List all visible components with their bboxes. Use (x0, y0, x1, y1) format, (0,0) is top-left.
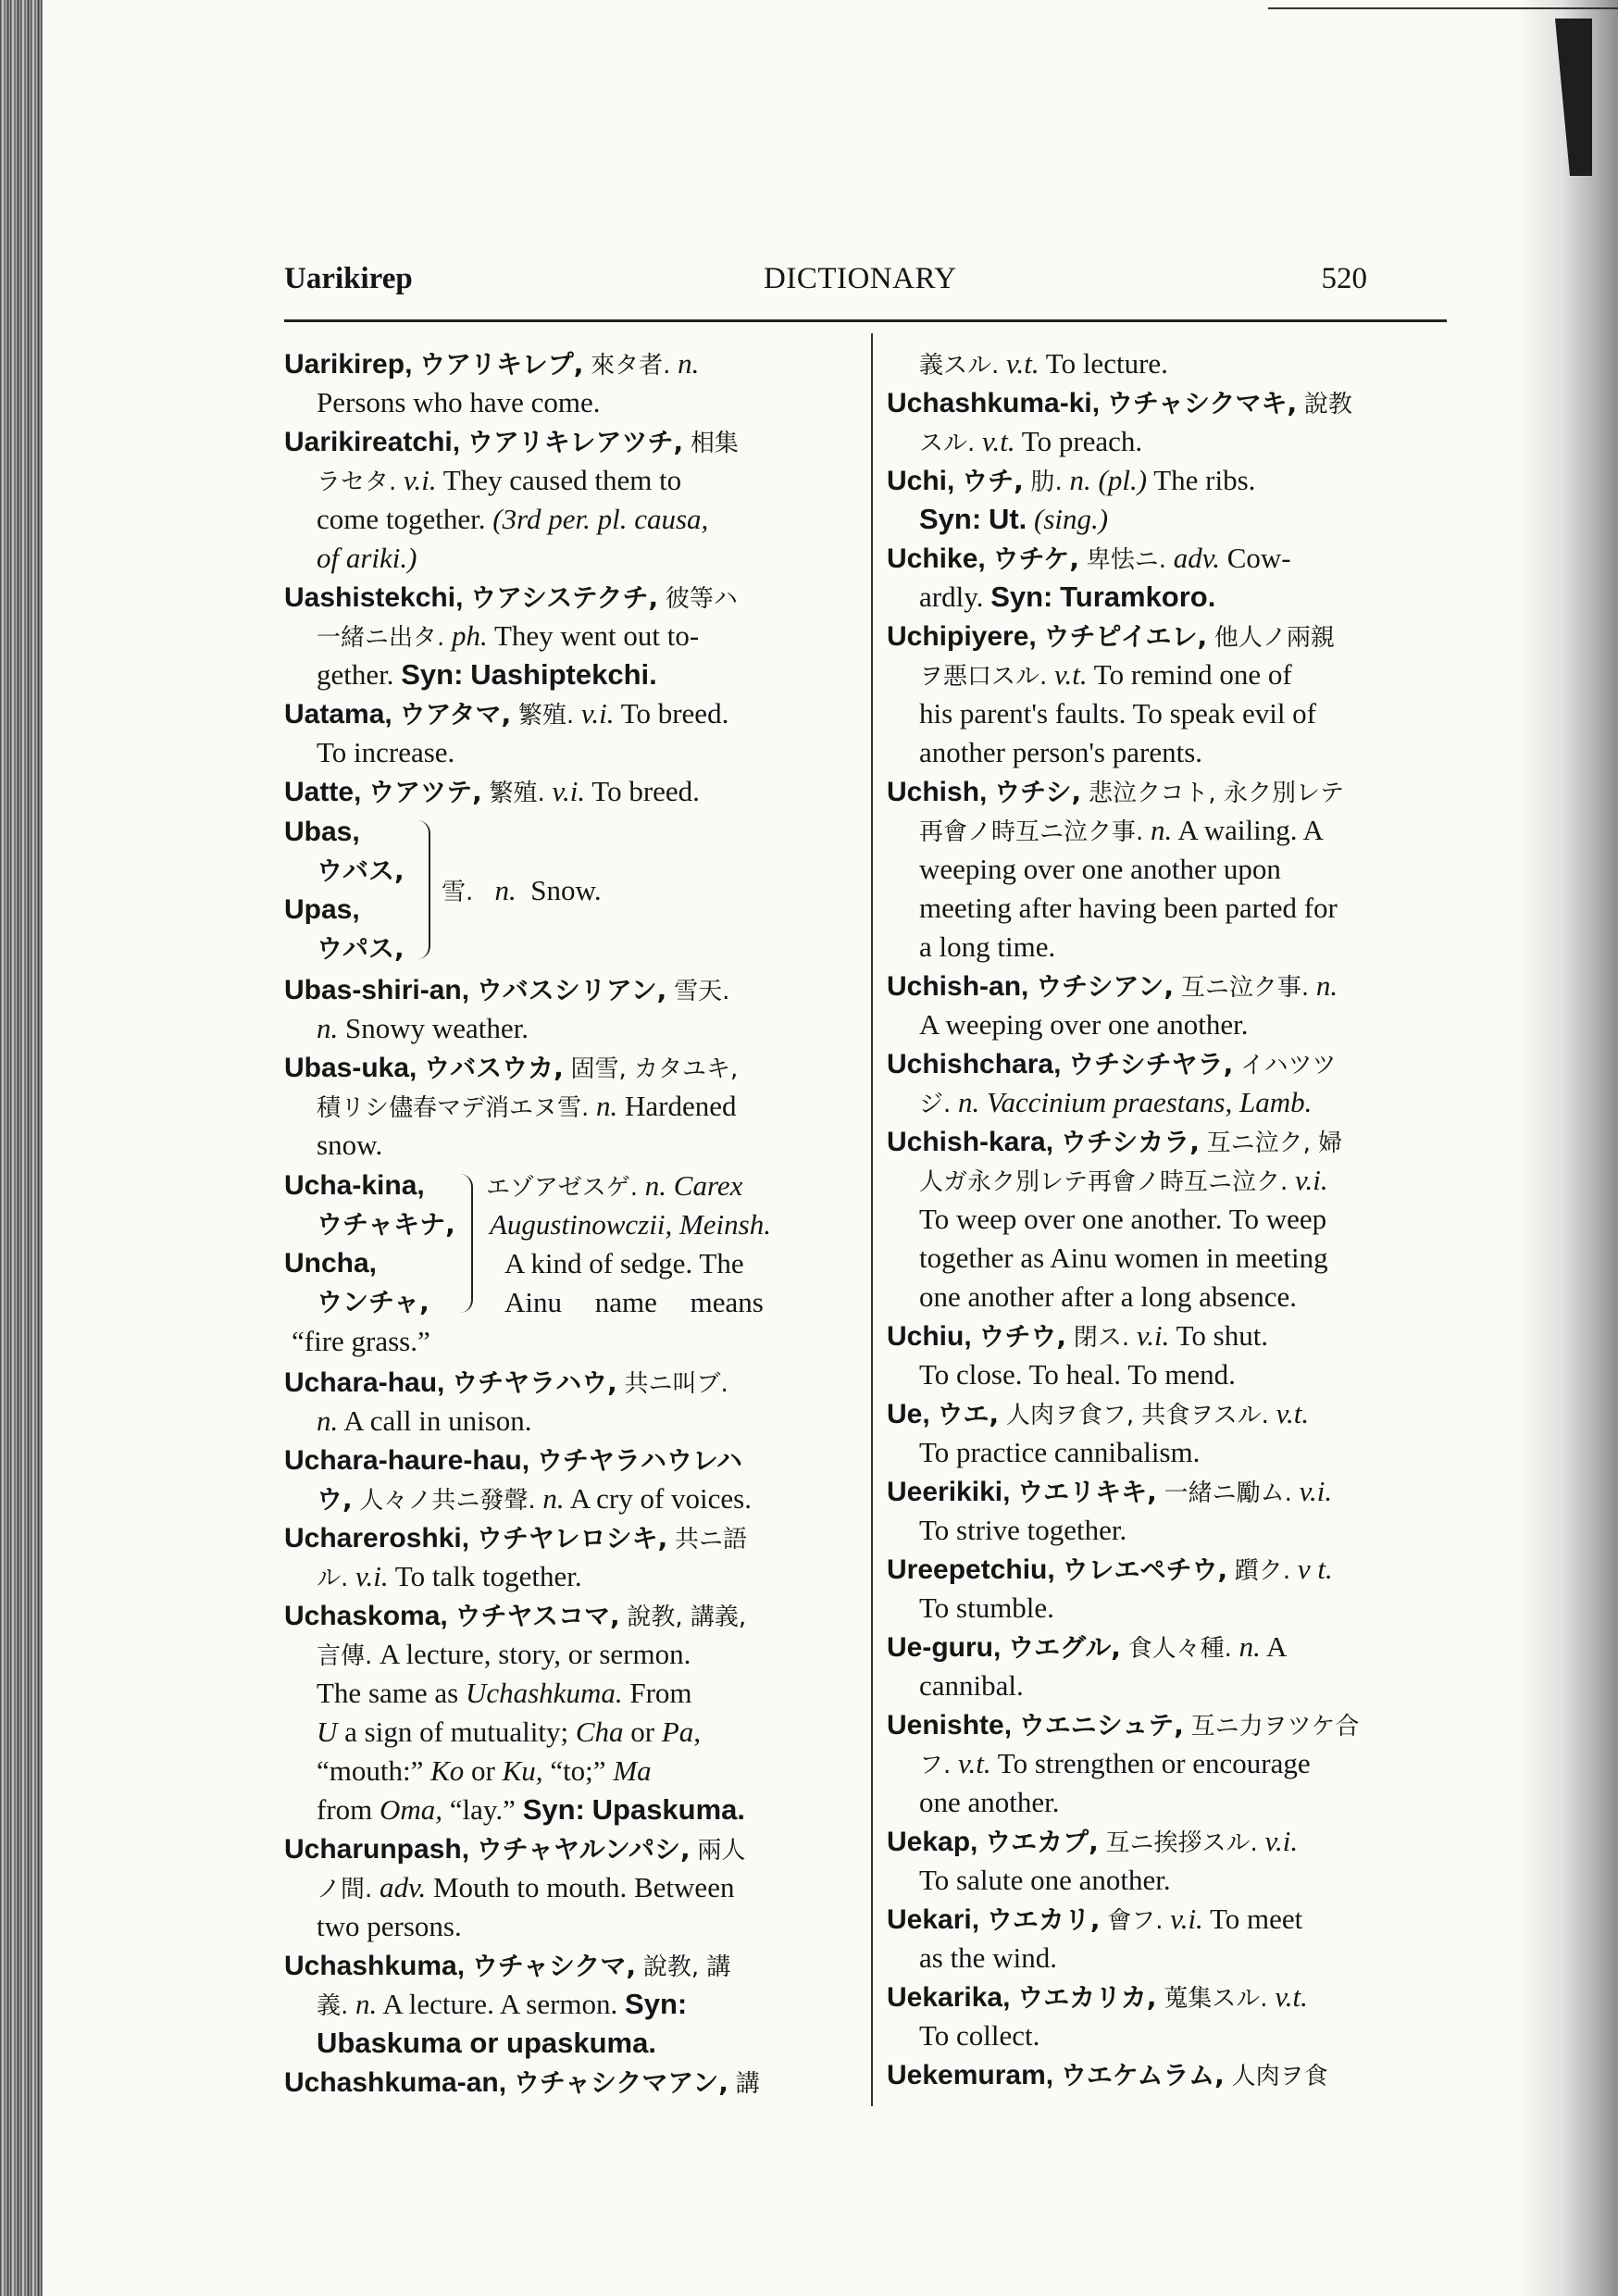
kanji-gloss: ラセタ. (317, 468, 397, 496)
part-of-speech: v.t. (1276, 1397, 1310, 1429)
entry-uatama (284, 694, 858, 772)
katakana: ウエカリカ, (1017, 1982, 1157, 2013)
entry-uarikirep (284, 344, 858, 422)
brace (458, 1174, 473, 1313)
entry-ue (887, 1394, 1456, 1472)
entry-uekari (887, 1900, 1456, 1978)
definition: gether. (317, 658, 394, 691)
synonym-label: Syn: (522, 1793, 585, 1826)
definition: or (630, 1716, 655, 1748)
katakana: ウチ, (962, 466, 1024, 496)
kanji-gloss: 說教, 講義, (627, 1603, 747, 1631)
part-of-speech: v.i. (580, 697, 615, 730)
katakana: ウバスウカ, (424, 1053, 564, 1083)
grammar-note: (sing.) (1034, 503, 1109, 535)
part-of-speech: n. (1151, 814, 1173, 846)
part-of-speech: n. (1069, 464, 1091, 496)
page-number: 520 (1321, 262, 1367, 295)
synonym: Ut. (988, 503, 1027, 535)
headword: Ue, (887, 1399, 930, 1429)
kanji-gloss: 義. (317, 1992, 349, 2020)
right-column (887, 344, 1456, 2094)
kanji-gloss: 繁殖. (489, 780, 545, 807)
headword: Uatte, (284, 777, 362, 807)
definition: two persons. (317, 1910, 462, 1942)
part-of-speech: n. (1315, 969, 1338, 1002)
definition: Hardened (625, 1090, 737, 1122)
headword: Uchike, (887, 543, 986, 574)
part-of-speech: v.i. (355, 1560, 389, 1592)
synonym: Ubaskuma or upaskuma. (317, 2027, 656, 2059)
entry-ubas-upas (284, 813, 858, 968)
headword: Ubas-shiri-an, (284, 975, 470, 1005)
headword: Uchipiyere, (887, 621, 1037, 652)
definition: A weeping over one another. (919, 1008, 1249, 1041)
column-divider (871, 333, 873, 2106)
scan-edge-left (0, 0, 43, 2296)
entry-uchiu (887, 1316, 1456, 1394)
synonym-label: Syn: (401, 658, 464, 691)
definition: A lecture. A sermon. (382, 1988, 618, 2020)
definition: weeping over one another upon (919, 853, 1281, 885)
kanji-gloss: 互ニ泣ク, 婦 (1206, 1129, 1343, 1157)
definition: A kind of sedge. The (504, 1247, 744, 1279)
kanji-gloss: ル. (317, 1565, 349, 1592)
entry-uchi (887, 461, 1456, 539)
grammar-note: of ariki.) (317, 542, 417, 574)
definition: a sign of mutuality; (344, 1716, 569, 1748)
definition: his parent's faults. To speak evil of (919, 697, 1317, 730)
definition: one another. (919, 1786, 1060, 1818)
entry-uekarika (887, 1978, 1456, 2055)
part-of-speech: v.i. (1136, 1319, 1170, 1352)
left-column (284, 344, 858, 2102)
definition: Snow. (530, 874, 602, 906)
entry-uchareroshki (284, 1518, 858, 1596)
katakana: ウアリキレアツチ, (467, 427, 684, 457)
kanji-gloss: ノ間. (317, 1876, 373, 1903)
header-rule (284, 319, 1447, 322)
katakana: ウチシチヤラ, (1068, 1049, 1234, 1079)
guide-word: Uarikirep (284, 262, 413, 295)
part-of-speech: n. (317, 1012, 339, 1044)
entry-uarikireatchi (284, 422, 858, 578)
headword: Ucha-kina, (284, 1170, 425, 1201)
part-of-speech: v t. (1297, 1553, 1333, 1585)
definition: “lay.” (449, 1793, 516, 1826)
etymology-term: Cha (575, 1716, 624, 1748)
headword: Uchara-hau, (284, 1367, 445, 1398)
headword: Upas, (284, 894, 360, 925)
kanji-gloss: 說教 (1303, 391, 1352, 418)
kanji-gloss: 他人ノ兩親 (1214, 624, 1335, 652)
kanji-gloss: フ. (919, 1752, 952, 1779)
part-of-speech: n. (644, 1169, 667, 1202)
kanji-gloss: 共ニ叫ブ. (624, 1370, 728, 1398)
headword: Uchish, (887, 777, 988, 807)
definition: To strive together. (919, 1514, 1127, 1546)
entry-ubas-uka (284, 1048, 858, 1165)
part-of-speech: adv. (380, 1871, 427, 1903)
kanji-gloss: 彼等ハ (665, 585, 738, 613)
kanji-gloss: 悲泣クコト, 永ク別レテ (1088, 780, 1344, 807)
cross-reference: Uchashkuma. (465, 1677, 623, 1709)
kanji-gloss: ヲ悪口スル. (919, 663, 1048, 691)
definition: To collect. (919, 2019, 1040, 2052)
entry-uekap (887, 1822, 1456, 1900)
definition: A cry of voices. (569, 1482, 752, 1515)
entry-uchike (887, 539, 1456, 617)
katakana: ウチシ, (994, 777, 1082, 807)
definition: To increase. (317, 736, 455, 768)
katakana: ウアタマ, (399, 699, 512, 730)
headword: Uekap, (887, 1827, 978, 1857)
part-of-speech: v.i. (1264, 1825, 1299, 1857)
entry-uchish (887, 772, 1456, 967)
headword: Uchish-an, (887, 971, 1029, 1002)
entry-uchish-kara (887, 1122, 1456, 1316)
definition: “to;” (550, 1754, 606, 1787)
kanji-gloss: 來タ者. (591, 352, 671, 380)
definition: Persons who have come. (317, 386, 601, 418)
entry-uatte (284, 772, 858, 811)
katakana: ウパス, (317, 933, 404, 964)
katakana: ウエカリ, (986, 1904, 1101, 1935)
katakana: ウバス, (317, 855, 404, 886)
definition: snow. (317, 1129, 383, 1161)
katakana: ウチシアン, (1036, 971, 1175, 1002)
entry-uchaskoma (284, 1596, 858, 1829)
kanji-gloss: スル. (919, 430, 976, 457)
katakana: ウアシステクチ, (470, 582, 659, 613)
etymology-term: Ku, (502, 1754, 543, 1787)
scientific-name: Vaccinium praestans, Lamb. (987, 1086, 1313, 1118)
definition: To breed. (620, 697, 729, 730)
definition: cannibal. (919, 1669, 1024, 1702)
definition: To meet (1210, 1903, 1303, 1935)
grammar-note: (pl.) (1098, 464, 1148, 496)
headword: Uekemuram, (887, 2060, 1054, 2090)
headword: Ucharunpash, (284, 1834, 470, 1865)
definition: To shut. (1176, 1319, 1269, 1352)
part-of-speech: v.i. (1295, 1164, 1328, 1196)
synonym: Uashiptekchi. (470, 658, 657, 691)
part-of-speech: v.t. (982, 425, 1015, 457)
katakana: ウエリキキ, (1017, 1477, 1157, 1507)
etymology-term: U (317, 1716, 338, 1748)
headword: Uchaskoma, (284, 1601, 448, 1631)
definition: They caused them to (442, 464, 682, 496)
grammar-note: (3rd per. pl. causa, (492, 503, 709, 535)
entry-ucha-kina-uncha (284, 1167, 858, 1361)
definition: from (317, 1793, 373, 1826)
scan-top-rule (1268, 7, 1618, 9)
kanji-gloss: 共ニ語 (674, 1526, 747, 1554)
headword: Ue-guru, (887, 1632, 1002, 1663)
kanji-gloss: 義スル. (919, 352, 1000, 380)
kanji-gloss: 卑怯ニ. (1086, 546, 1167, 574)
part-of-speech: v.t. (1054, 658, 1088, 691)
headword: Uatama, (284, 699, 392, 730)
entry-uekemuram (887, 2055, 1456, 2094)
definition: To weep over one another. To weep (919, 1203, 1327, 1235)
definition: another person's parents. (919, 736, 1203, 768)
kanji-gloss: 兩人 (697, 1837, 746, 1865)
katakana: ウチヤスコマ, (454, 1601, 620, 1631)
part-of-speech: v.t. (1275, 1980, 1308, 2013)
headword: Uchara-haure-hau, (284, 1445, 530, 1476)
kanji-gloss: ジ. (919, 1091, 952, 1118)
definition: together as Ainu women in meeting (919, 1242, 1328, 1274)
kanji-gloss: 說教, 講 (642, 1953, 731, 1981)
part-of-speech: v.i. (404, 464, 437, 496)
katakana: ウチヤラハウ, (452, 1367, 617, 1398)
scientific-name: Augustinowczii, Meinsh. (490, 1208, 771, 1241)
scan-edge-right (1516, 0, 1618, 2296)
part-of-speech: n. (542, 1482, 565, 1515)
headword: Ubas-uka, (284, 1053, 417, 1083)
definition: To close. To heal. To mend. (919, 1358, 1236, 1391)
katakana: ウチケ, (992, 543, 1079, 574)
definition: as the wind. (919, 1941, 1057, 1974)
kanji-gloss: 人肉ヲ食フ, 共食ヲスル. (1005, 1402, 1269, 1429)
entry-uchara-haure-hau (284, 1441, 858, 1518)
headword: Uchishchara, (887, 1049, 1062, 1079)
entry-continued (887, 344, 1456, 383)
entry-uchashkuma-ki (887, 383, 1456, 461)
definition: come together. (317, 503, 486, 535)
entry-ubas-shiri-an (284, 970, 858, 1048)
running-header (284, 262, 1423, 305)
definition: ardly. (919, 580, 984, 613)
katakana: ウエグル, (1008, 1632, 1121, 1663)
definition: The same as (317, 1677, 459, 1709)
part-of-speech: v.i. (1299, 1475, 1333, 1507)
part-of-speech: n. (958, 1086, 980, 1118)
definition: a long time. (919, 930, 1056, 963)
katakana: ウ, (317, 1484, 353, 1515)
part-of-speech: v.i. (1170, 1903, 1203, 1935)
kanji-gloss: 會フ. (1107, 1907, 1164, 1935)
kanji-gloss: 閉ス. (1073, 1324, 1130, 1352)
definition: The ribs. (1153, 464, 1256, 496)
definition: A wailing. A (1177, 814, 1324, 846)
kanji-gloss: 人ガ永ク別レテ再會ノ時互ニ泣ク. (919, 1168, 1288, 1196)
headword: Uchish-kara, (887, 1127, 1054, 1157)
entry-ucharunpash (284, 1829, 858, 1946)
katakana: ウレエペチウ, (1062, 1554, 1228, 1585)
part-of-speech: n. (596, 1090, 618, 1122)
definition: They went out to- (493, 619, 700, 652)
entry-uchara-hau (284, 1363, 858, 1441)
definition: To remind one of (1093, 658, 1292, 691)
definition: Mouth to mouth. Between (432, 1871, 735, 1903)
definition: A call in unison. (343, 1404, 532, 1437)
headword: Uchashkuma-ki, (887, 388, 1101, 418)
part-of-speech: v.i. (552, 775, 586, 807)
headword: Ureepetchiu, (887, 1554, 1055, 1585)
definition: To practice cannibalism. (919, 1436, 1201, 1468)
kanji-gloss: 互ニ泣ク事. (1180, 974, 1310, 1002)
katakana: ウチヤラハウレハ (536, 1445, 742, 1476)
part-of-speech: v.t. (958, 1747, 991, 1779)
kanji-gloss: 躓ク. (1234, 1557, 1291, 1585)
definition: To lecture. (1045, 347, 1168, 380)
part-of-speech: v.t. (1006, 347, 1039, 380)
definition: Ainu name means (504, 1286, 764, 1318)
definition: A lecture, story, or sermon. (380, 1638, 691, 1670)
kanji-gloss: 講 (735, 2070, 760, 2098)
kanji-gloss: 繁殖. (517, 702, 575, 730)
brace (416, 820, 430, 959)
headword: Uekarika, (887, 1982, 1011, 2013)
definition: From (629, 1677, 692, 1709)
kanji-gloss: 食人々種. (1127, 1635, 1232, 1663)
part-of-speech: n. (355, 1988, 378, 2020)
katakana: ウアツテ, (368, 777, 482, 807)
etymology-term: Pa, (661, 1716, 702, 1748)
synonym-label: Syn: (625, 1988, 688, 2020)
definition: To salute one another. (919, 1864, 1171, 1896)
headword: Ueerikiki, (887, 1477, 1011, 1507)
headword: Uarikireatchi, (284, 427, 461, 457)
kanji-gloss: 積リシ儘春マデ消エヌ雪. (317, 1094, 590, 1122)
headword: Uekari, (887, 1904, 980, 1935)
katakana: ウチャキナ, (317, 1209, 455, 1240)
definition: Cow- (1226, 542, 1291, 574)
entry-uenishte (887, 1705, 1456, 1822)
kanji-gloss: 一緒ニ勵ム. (1164, 1479, 1292, 1507)
entry-uchishchara (887, 1044, 1456, 1122)
etymology-term: Oma, (380, 1793, 443, 1826)
kanji-gloss: 一緒ニ出タ. (317, 624, 445, 652)
headword: Uncha, (284, 1248, 378, 1279)
katakana: ウバスシリアン, (476, 975, 667, 1005)
definition: To strengthen or encourage (997, 1747, 1311, 1779)
definition: To talk together. (394, 1560, 582, 1592)
kanji-gloss: イハツツ (1240, 1052, 1337, 1079)
part-of-speech: n. (1238, 1630, 1261, 1663)
etymology-term: Ma (613, 1754, 652, 1787)
definition: Snowy weather. (345, 1012, 529, 1044)
headword: Uchashkuma-an, (284, 2067, 507, 2098)
katakana: ウチャヤルンパシ, (476, 1834, 691, 1865)
entry-uchish-an (887, 967, 1456, 1044)
headword: Uchi, (887, 466, 955, 496)
part-of-speech: ph. (452, 619, 488, 652)
kanji-gloss: エゾアゼスゲ. (486, 1174, 639, 1202)
definition: To preach. (1021, 425, 1143, 457)
kanji-gloss: 人肉ヲ食 (1231, 2063, 1328, 2090)
synonym: Upaskuma. (591, 1793, 746, 1826)
entry-uashistekchi (284, 578, 858, 694)
katakana: ウチシカラ, (1060, 1127, 1200, 1157)
definition: or (471, 1754, 495, 1787)
katakana: ウチャシクマキ, (1106, 388, 1298, 418)
katakana: ウンチャ, (317, 1287, 429, 1317)
headword: Uchiu, (887, 1321, 972, 1352)
kanji-gloss: 互ニ力ヲツケ合 (1190, 1713, 1360, 1741)
katakana: ウチピイエレ, (1043, 621, 1208, 652)
headword: Uchashkuma, (284, 1951, 466, 1981)
definition: “mouth:” (317, 1754, 424, 1787)
part-of-speech: adv. (1173, 542, 1220, 574)
definition: meeting after having been parted for (919, 892, 1338, 924)
kanji-gloss: 肋. (1030, 468, 1063, 496)
headword: Uarikirep, (284, 349, 413, 380)
definition: A (1265, 1630, 1288, 1663)
synonym-label: Syn: (919, 503, 982, 535)
kanji-gloss: 雪. (442, 879, 474, 906)
kanji-gloss: 相集 (690, 430, 739, 457)
kanji-gloss: 互ニ挨拶スル. (1105, 1829, 1258, 1857)
katakana: ウチャシクマ, (471, 1951, 637, 1981)
part-of-speech: n. (494, 874, 517, 906)
definition: To breed. (591, 775, 700, 807)
kanji-gloss: 人々ノ共ニ發聲. (359, 1487, 536, 1515)
headword: Uashistekchi, (284, 582, 464, 613)
entry-uchipiyere (887, 617, 1456, 772)
katakana: ウエニシュテ, (1018, 1710, 1184, 1741)
synonym-label: Syn: (990, 580, 1053, 613)
synonym: Turamkoro. (1060, 580, 1216, 613)
etymology-term: Ko (430, 1754, 465, 1787)
entry-ue-guru (887, 1628, 1456, 1705)
scientific-name: Carex (673, 1169, 743, 1202)
definition: To stumble. (919, 1591, 1054, 1624)
part-of-speech: n. (678, 347, 700, 380)
entry-ureepetchiu (887, 1550, 1456, 1628)
page-title: DICTIONARY (764, 262, 957, 295)
headword: Uenishte, (887, 1710, 1013, 1741)
entry-uchashkuma (284, 1946, 858, 2063)
headword: Ubas, (284, 817, 360, 847)
katakana: ウエカプ, (985, 1827, 1099, 1857)
katakana: ウエ, (937, 1399, 1000, 1429)
katakana: ウチャシクマアン, (513, 2067, 728, 2098)
entry-ueerikiki (887, 1472, 1456, 1550)
kanji-gloss: 再會ノ時互ニ泣ク事. (919, 818, 1144, 846)
definition: one another after a long absence. (919, 1280, 1297, 1313)
definition: “fire grass.” (292, 1325, 430, 1357)
headword: Uchareroshki, (284, 1523, 470, 1554)
kanji-gloss: 蒐集スル. (1164, 1985, 1268, 2013)
entry-uchashkuma-an (284, 2063, 858, 2102)
katakana: ウアリキレプ, (419, 349, 584, 380)
katakana: ウチウ, (978, 1321, 1067, 1352)
katakana: ウチヤレロシキ, (476, 1523, 668, 1554)
part-of-speech: n. (317, 1404, 339, 1437)
kanji-gloss: 雪天. (674, 978, 730, 1005)
kanji-gloss: 言傳. (317, 1642, 373, 1670)
katakana: ウエケムラム, (1060, 2060, 1225, 2090)
kanji-gloss: 固雪, カタユキ, (570, 1055, 739, 1083)
